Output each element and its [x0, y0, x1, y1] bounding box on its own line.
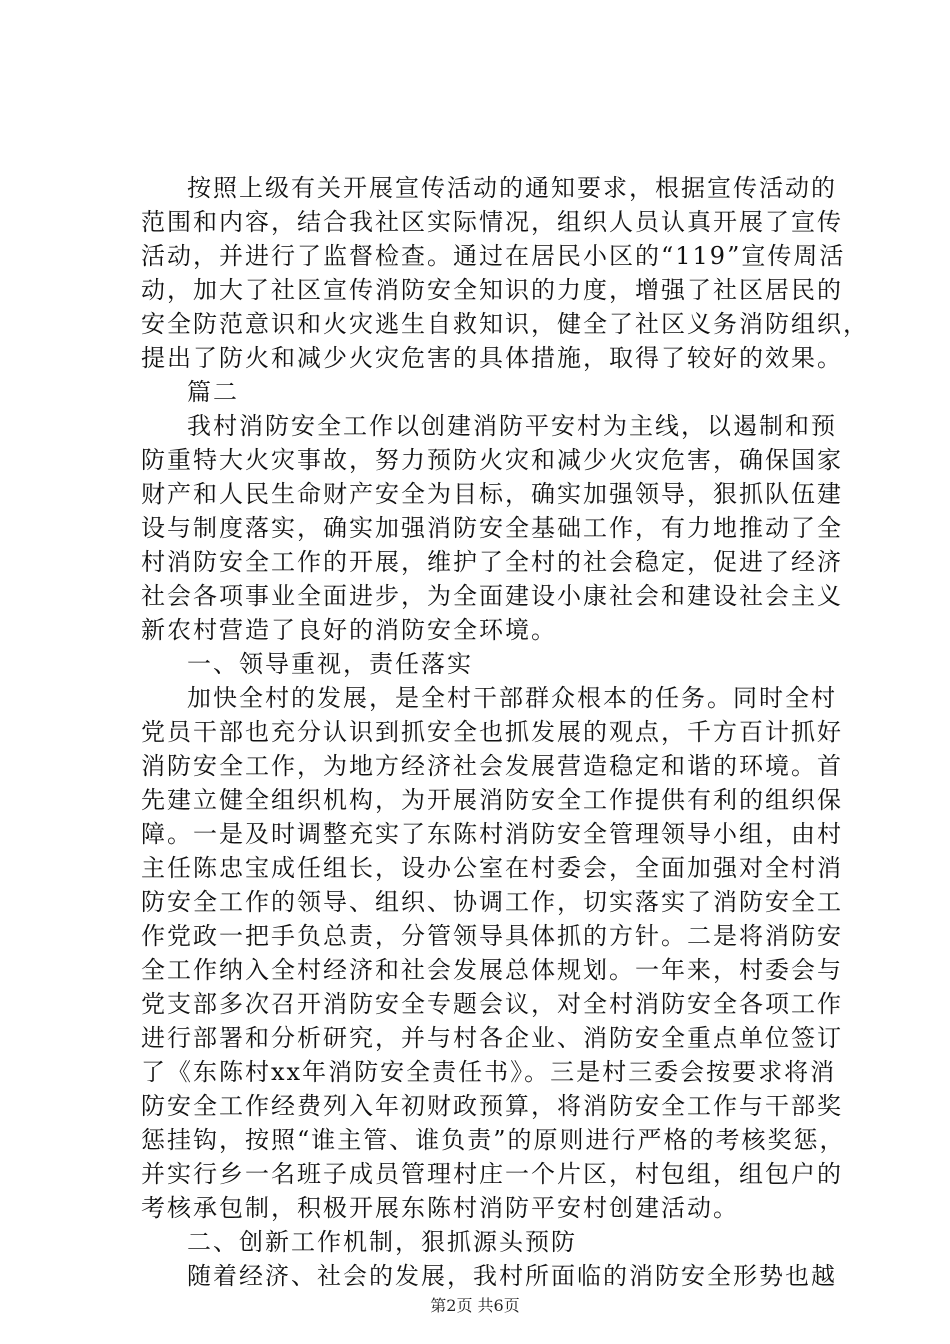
section-heading-2: 二、创新工作机制，狠抓源头预防	[187, 1228, 577, 1256]
text-line: 动，加大了社区宣传消防安全知识的力度，增强了社区居民的	[141, 276, 843, 304]
text-line: 提出了防火和减少火灾危害的具体措施，取得了较好的效果。	[141, 344, 843, 372]
paragraph-2	[141, 409, 843, 647]
section-heading-1: 一、领导重视，责任落实	[187, 650, 473, 678]
text-line: 社会各项事业全面进步，为全面建设小康社会和建设社会主义	[141, 582, 843, 610]
paragraph-1	[141, 171, 869, 375]
text-line: 随着经济、社会的发展，我村所面临的消防安全形势也越	[187, 1262, 837, 1290]
text-line: 党员干部也充分认识到抓安全也抓发展的观点，千方百计抓好	[141, 718, 843, 746]
paragraph-4	[141, 1259, 837, 1293]
text-line: 了《东陈村xx年消防安全责任书》。三是村三委会按要求将消	[141, 1058, 837, 1086]
text-line: 防重特大火灾事故，努力预防火灾和减少火灾危害，确保国家	[141, 446, 843, 474]
section-label: 篇二	[187, 378, 239, 406]
text-line: 作党政一把手负总责，分管领导具体抓的方针。二是将消防安	[141, 922, 843, 950]
text-line: 惩挂钩，按照“谁主管、谁负责”的原则进行严格的考核奖惩，	[141, 1126, 846, 1154]
paragraph-3	[141, 681, 846, 1225]
text-line: 并实行乡一名班子成员管理村庄一个片区，村包组，组包户的	[141, 1160, 843, 1188]
text-line: 消防安全工作，为地方经济社会发展营造稳定和谐的环境。首	[141, 752, 843, 780]
text-line: 财产和人民生命财产安全为目标，确实加强领导，狠抓队伍建	[141, 480, 843, 508]
document-body	[141, 171, 869, 1293]
text-line: 按照上级有关开展宣传活动的通知要求，根据宣传活动的	[187, 174, 837, 202]
page-footer: 第2页 共6页	[430, 1296, 520, 1315]
text-line: 我村消防安全工作以创建消防平安村为主线，以遏制和预	[187, 412, 837, 440]
text-line: 新农村营造了良好的消防安全环境。	[141, 616, 557, 644]
text-line: 党支部多次召开消防安全专题会议，对全村消防安全各项工作	[141, 990, 843, 1018]
text-line: 范围和内容，结合我社区实际情况，组织人员认真开展了宣传	[141, 208, 843, 236]
text-line: 全工作纳入全村经济和社会发展总体规划。一年来，村委会与	[141, 956, 843, 984]
text-line: 防安全工作的领导、组织、协调工作，切实落实了消防安全工	[141, 888, 843, 916]
text-line: 主任陈忠宝成任组长，设办公室在村委会，全面加强对全村消	[141, 854, 843, 882]
text-line: 加快全村的发展，是全村干部群众根本的任务。同时全村	[187, 684, 837, 712]
text-line: 考核承包制，积极开展东陈村消防平安村创建活动。	[141, 1194, 739, 1222]
text-line: 先建立健全组织机构，为开展消防安全工作提供有利的组织保	[141, 786, 843, 814]
text-line: 设与制度落实，确实加强消防安全基础工作，有力地推动了全	[141, 514, 843, 542]
text-line: 防安全工作经费列入年初财政预算，将消防安全工作与干部奖	[141, 1092, 843, 1120]
text-line: 进行部署和分析研究，并与村各企业、消防安全重点单位签订	[141, 1024, 843, 1052]
text-line: 障。一是及时调整充实了东陈村消防安全管理领导小组，由村	[141, 820, 843, 848]
text-line: 村消防安全工作的开展，维护了全村的社会稳定，促进了经济	[141, 548, 843, 576]
text-line: 安全防范意识和火灾逃生自救知识，健全了社区义务消防组织，	[141, 310, 869, 338]
text-line: 活动，并进行了监督检查。通过在居民小区的“119”宣传周活	[141, 242, 846, 270]
